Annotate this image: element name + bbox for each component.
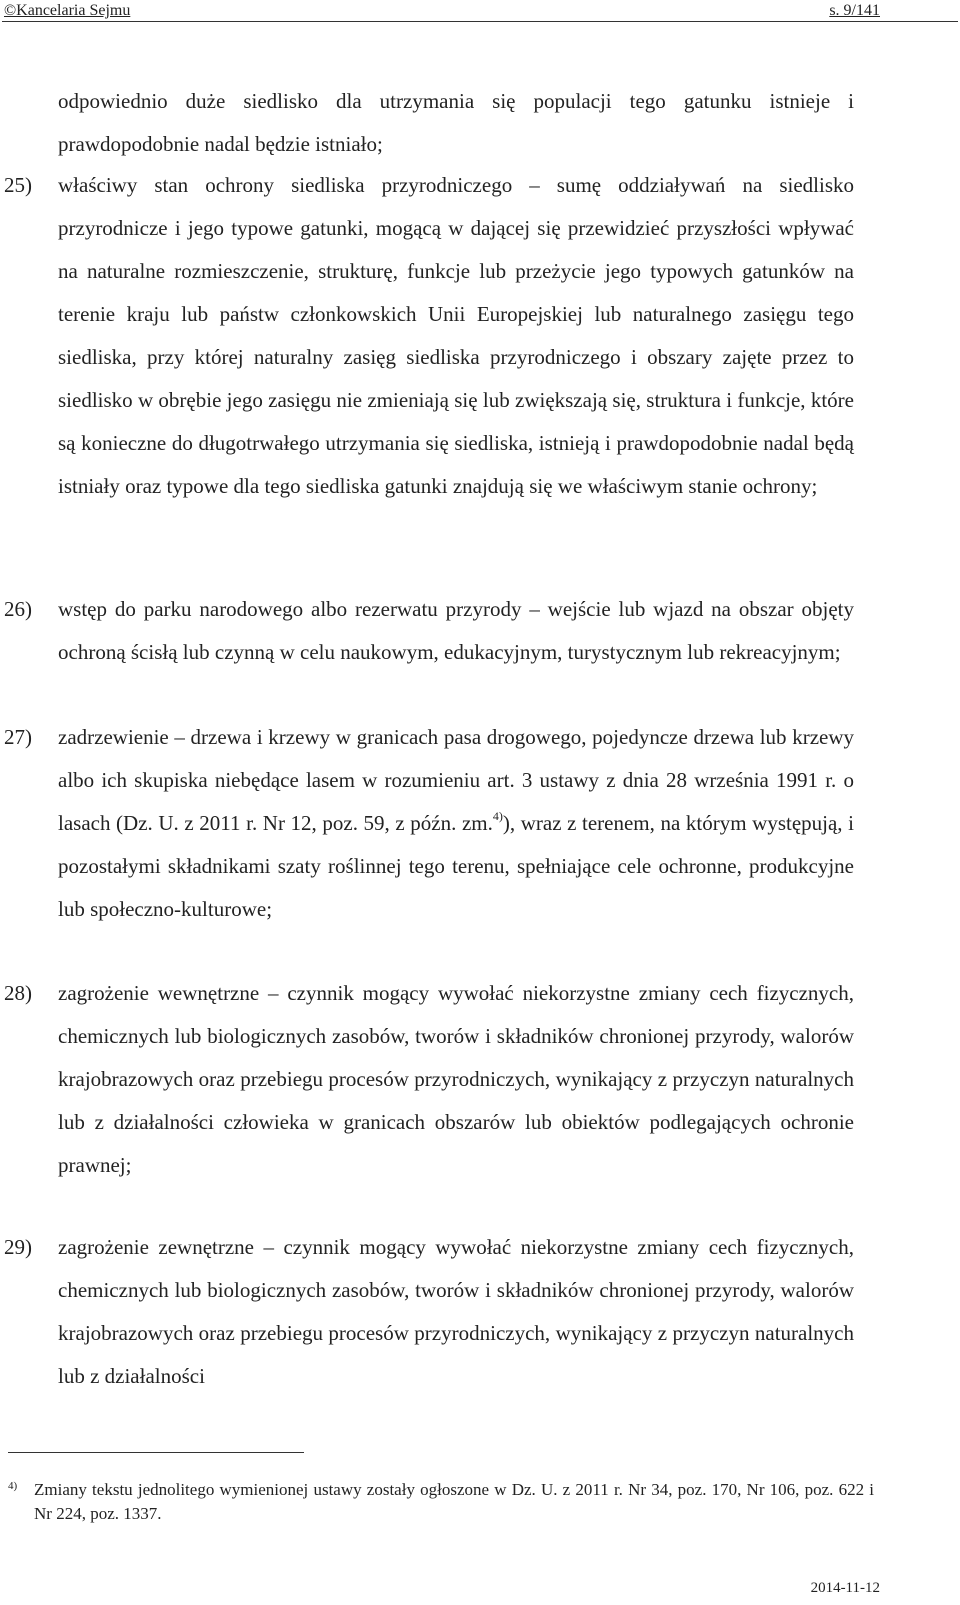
footnote-text: Zmiany tekstu jednolitego wymienionej ustawy zostały ogłoszone w Dz. U. z 2011 r. Nr 34, poz. 170, Nr 106, poz. 622 i Nr 224, poz. 1337. — [34, 1480, 874, 1523]
footnote-marker: 4) — [8, 1480, 18, 1492]
header-rule — [2, 21, 958, 22]
item-text — [58, 716, 854, 931]
footnote-reference[interactable]: 4) — [492, 809, 503, 823]
item-number: 27) — [4, 725, 32, 749]
item-text: zagrożenie zewnętrzne – czynnik mogący wywołać niekorzystne zmiany cech fizycznych, chemicznych lub biologicznych zasobów, tworów i składników chronionej przyrody, walorów krajobrazowych oraz przebiegu procesów przyrodniczych, wynikający z przyczyn naturalnych lub z działalności — [58, 1235, 854, 1388]
item-text-before: zadrzewienie – drzewa i krzewy w granicach pasa drogowego, pojedyncze drzewa lub krzewy albo ich skupiska niebędące lasem w rozumieniu art. 3 ustawy z dnia 28 września 1991 r. o lasach (Dz. U. z 2011 r. Nr 12, poz. 59, z późn. zm. — [58, 725, 854, 835]
item-text: wstęp do parku narodowego albo rezerwatu przyrody – wejście lub wjazd na obszar objęty ochroną ścisłą lub czynną w celu naukowym, edukacyjnym, turystycznym lub rekreacyjnym; — [58, 597, 854, 664]
item-text: właściwy stan ochrony siedliska przyrodniczego – sumę oddziaływań na siedlisko przyrodnicze i jego typowe gatunki, mogącą w dającej się przewidzieć przyszłości wpływać na naturalne rozmieszczenie, strukturę, funkcje lub przeżycie jego typowych gatunków na terenie kraju lub państw członkowskich Unii Europejskiej lub naturalnego zasięgu tego siedliska, przy której naturalny zasięg siedliska przyrodniczego i obszary zajęte przez to siedlisko w obrębie jego zasięgu nie zmieniają się lub zwiększają się, struktura i funkcje, które są konieczne do długotrwałego utrzymania się siedliska, istnieją i prawdopodobnie nadal będą istniały oraz typowe dla tego siedliska gatunki znajdują się we właściwym stanie ochrony; — [58, 173, 854, 498]
footnote-separator — [8, 1452, 304, 1453]
item-number: 26) — [4, 597, 32, 621]
item-number: 28) — [4, 981, 32, 1005]
item-number: 25) — [4, 173, 32, 197]
item-number: 29) — [4, 1235, 32, 1259]
page-header — [0, 0, 960, 22]
page-number: s. 9/141 — [829, 2, 880, 19]
publisher-label: ©Kancelaria Sejmu — [4, 2, 131, 19]
item-text-after: ), wraz z terenem, na którym występują, i pozostałymi składnikami szaty roślinnej tego terenu, spełniające cele ochronne, produkcyjne lub społeczno-kulturowe; — [58, 811, 854, 921]
document-date: 2014-11-12 — [810, 1580, 880, 1596]
continuation-text: odpowiednio duże siedlisko dla utrzymania się populacji tego gatunku istnieje i prawdopodobnie nadal będzie istniało; — [58, 89, 854, 156]
item-text: zagrożenie wewnętrzne – czynnik mogący wywołać niekorzystne zmiany cech fizycznych, chemicznych lub biologicznych zasobów, tworów i składników chronionej przyrody, walorów krajobrazowych oraz przebiegu procesów przyrodniczych, wynikający z przyczyn naturalnych lub z działalności człowieka w granicach obszarów lub obiektów podlegających ochronie prawnej; — [58, 981, 854, 1177]
